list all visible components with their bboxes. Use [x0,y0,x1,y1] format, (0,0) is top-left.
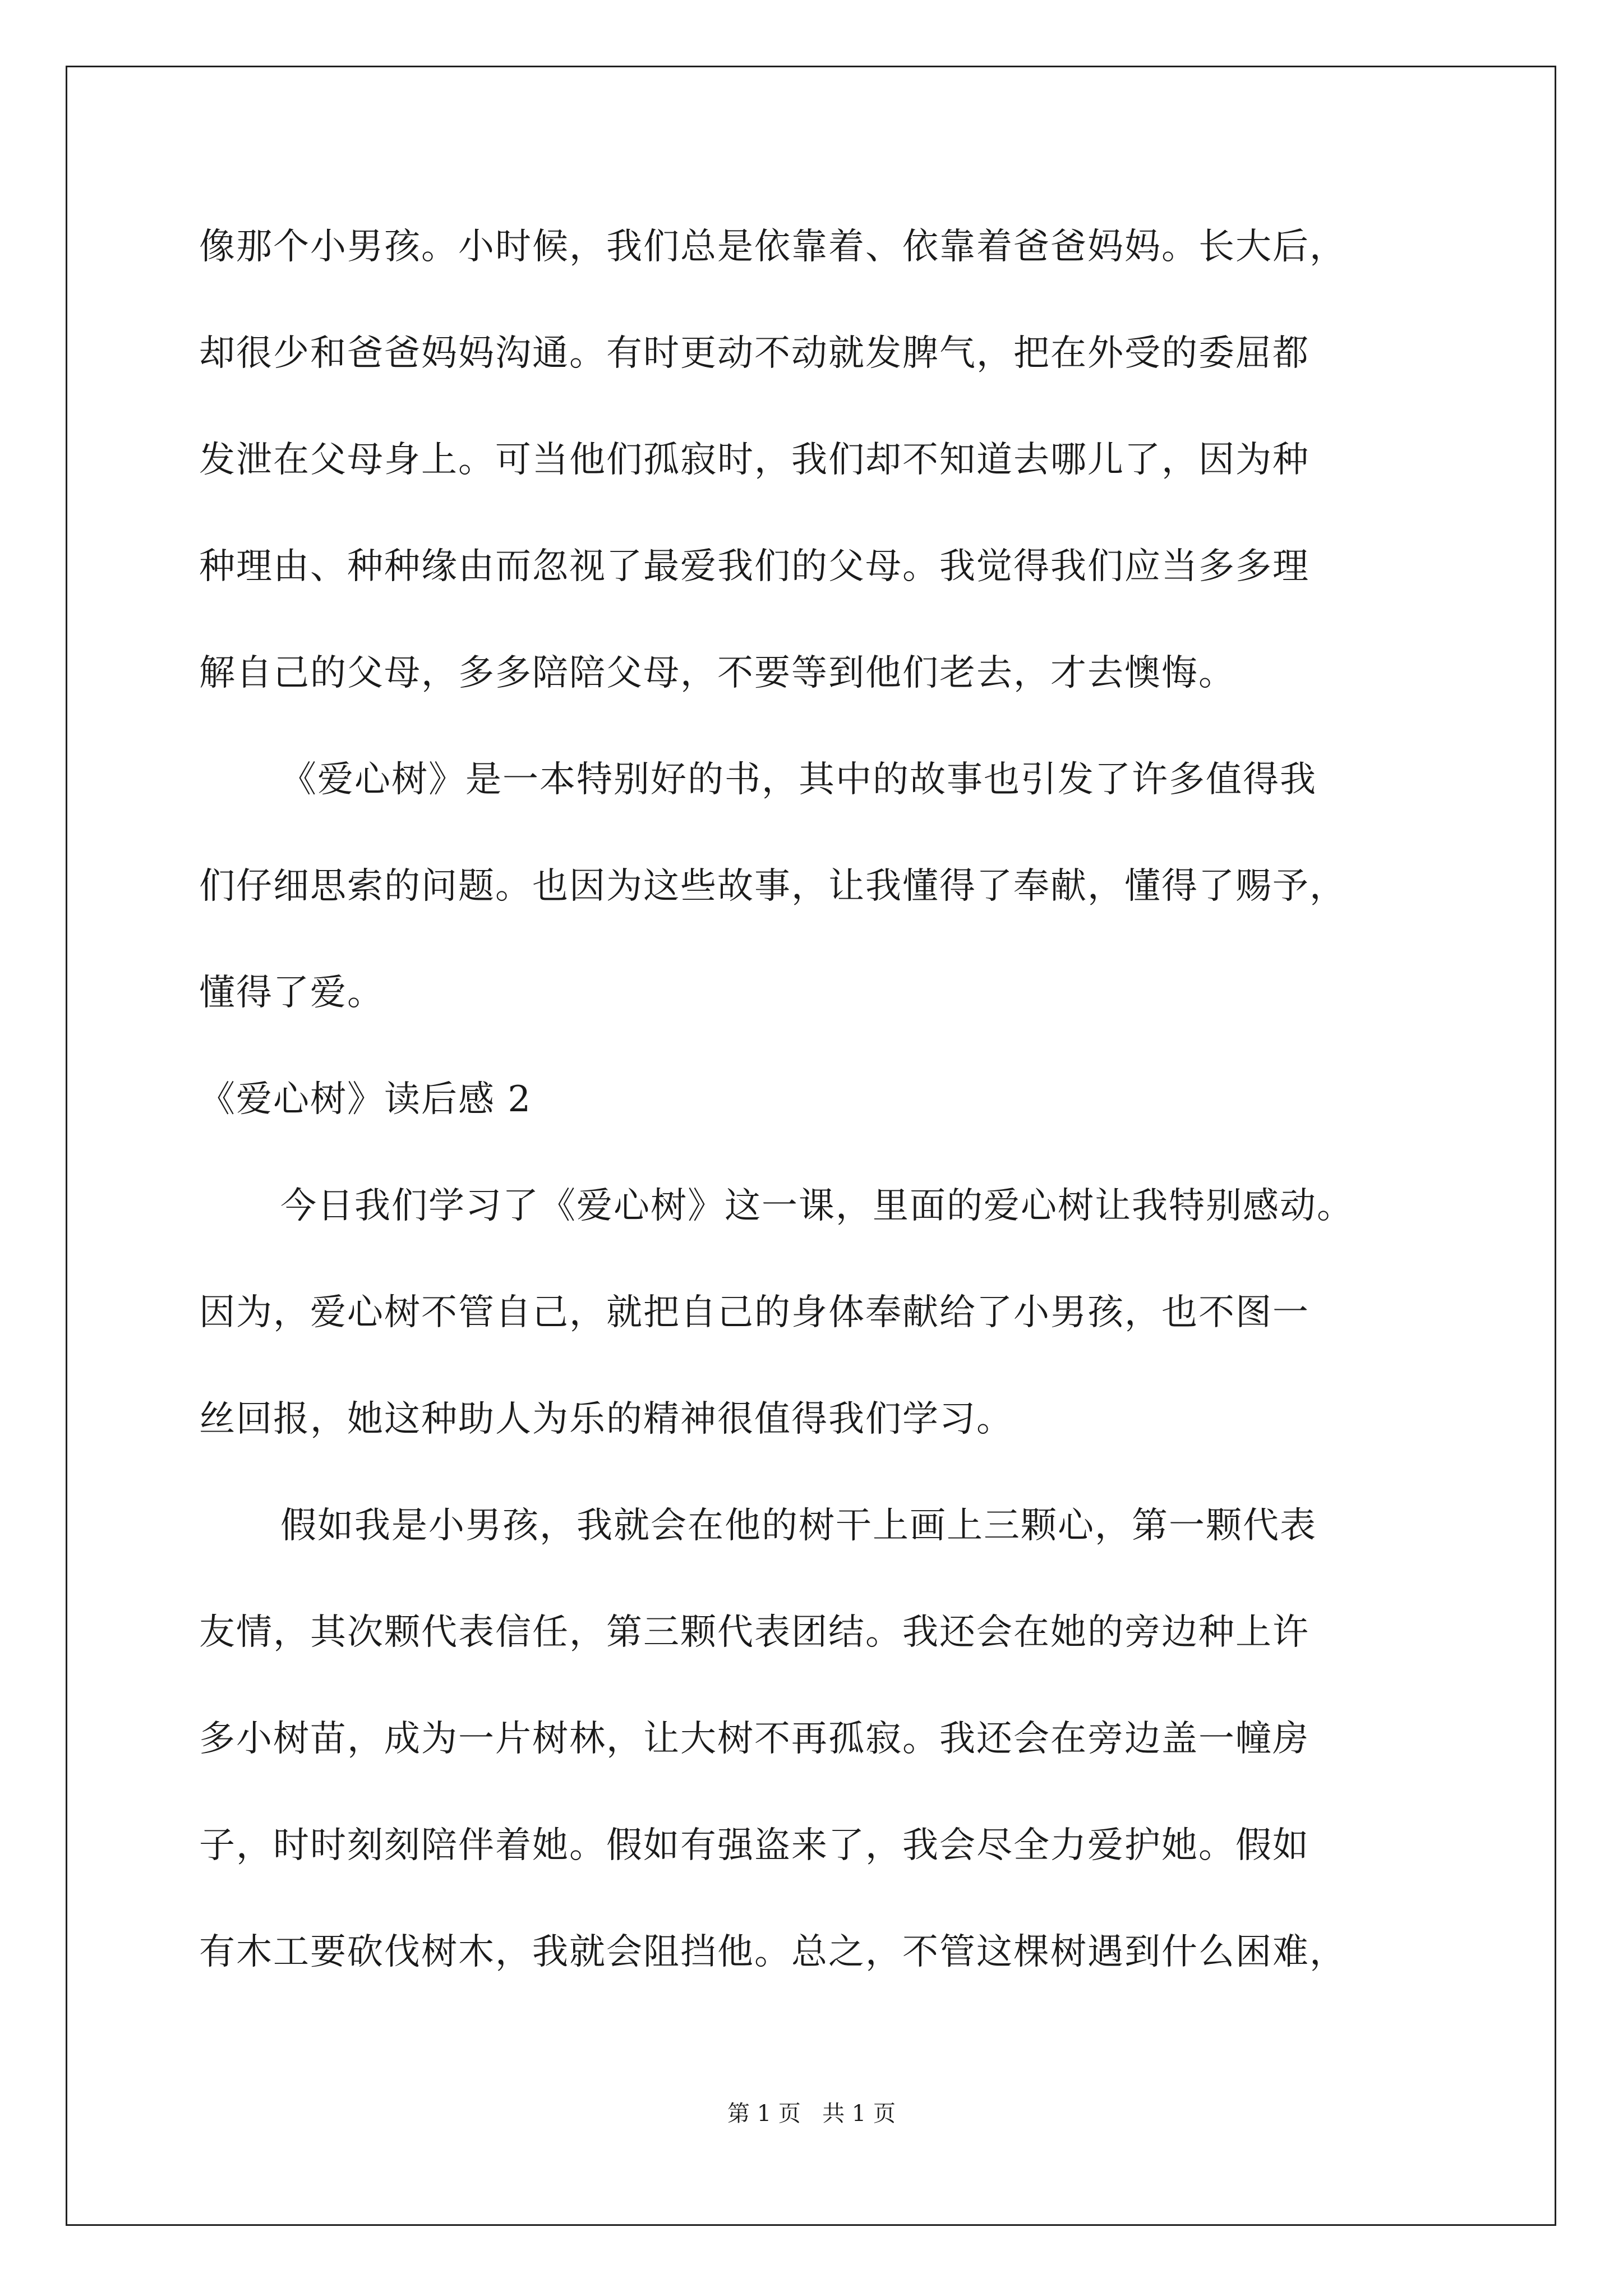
section-heading: 《爱心树》读后感 2 [199,1079,532,1120]
document-body [199,194,1433,2005]
text-line: 懂得了爱。 [199,972,384,1014]
text-line: 有木工要砍伐树木，我就会阻挡他。总之，不管这棵树遇到什么困难， [199,1931,1347,1973]
page-number-footer: 第 1 页 共 1 页 [727,2101,896,2127]
text-line: 子，时时刻刻陪伴着她。假如有强盗来了，我会尽全力爱护她。假如 [199,1825,1310,1866]
text-line: 友情，其次颗代表信任，第三颗代表团结。我还会在她的旁边种上许 [199,1612,1310,1653]
text-line: 解自己的父母，多多陪陪父母，不要等到他们老去，才去懊悔。 [199,652,1235,694]
text-line: 今日我们学习了《爱心树》这一课，里面的爱心树让我特别感动。 [280,1185,1354,1227]
text-line: 却很少和爸爸妈妈沟通。有时更动不动就发脾气，把在外受的委屈都 [199,333,1310,374]
text-line: 种理由、种种缘由而忽视了最爱我们的父母。我觉得我们应当多多理 [199,546,1310,587]
text-line: 假如我是小男孩，我就会在他的树干上画上三颗心，第一颗代表 [280,1505,1317,1547]
text-line: 们仔细思索的问题。也因为这些故事，让我懂得了奉献，懂得了赐予， [199,866,1347,907]
text-line: 《爱心树》是一本特别好的书，其中的故事也引发了许多值得我 [280,759,1317,800]
text-line: 多小树苗，成为一片树林，让大树不再孤寂。我还会在旁边盖一幢房 [199,1718,1310,1760]
text-line: 像那个小男孩。小时候，我们总是依靠着、依靠着爸爸妈妈。长大后， [199,226,1347,268]
text-line: 发泄在父母身上。可当他们孤寂时，我们却不知道去哪儿了，因为种 [199,439,1310,481]
text-line: 丝回报，她这种助人为乐的精神很值得我们学习。 [199,1398,1013,1440]
text-line: 因为，爱心树不管自己，就把自己的身体奉献给了小男孩，也不图一 [199,1292,1310,1333]
